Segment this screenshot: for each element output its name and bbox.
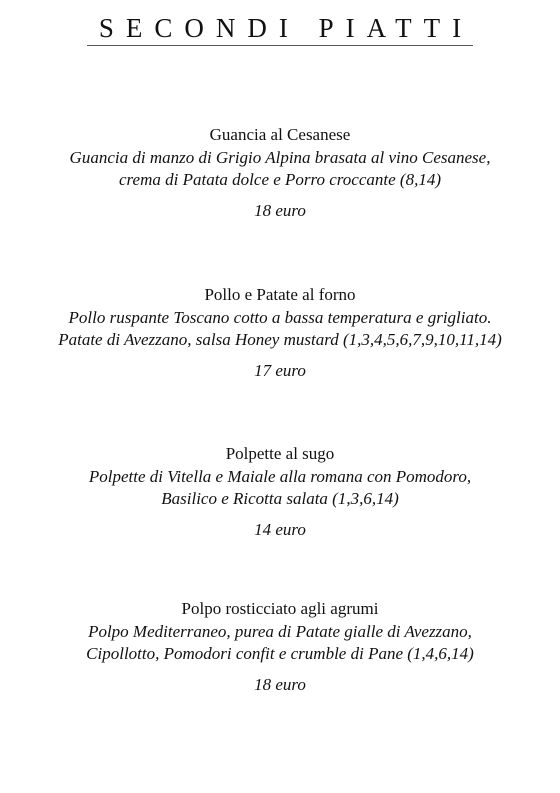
dish-description-line: Polpette di Vitella e Maiale alla romana con Pomodoro,: [88, 467, 472, 486]
dish-description: [0, 147, 560, 191]
menu-item-polpo: [0, 598, 560, 695]
page-header: [0, 14, 560, 46]
dish-price: 14 euro: [254, 520, 306, 539]
dish-description-line: Pollo ruspante Toscano cotto a bassa temperatura e grigliato.: [68, 308, 492, 327]
dish-price: 18 euro: [254, 675, 306, 694]
menu-item-polpette: [0, 443, 560, 540]
dish-description: [0, 621, 560, 665]
dish-price: 18 euro: [254, 201, 306, 220]
dish-description-line: Guancia di manzo di Grigio Alpina brasata al vino Cesanese,: [69, 148, 491, 167]
dish-price: 17 euro: [254, 361, 306, 380]
page-title: SECONDI PIATTI: [87, 14, 473, 46]
dish-description: [0, 307, 560, 351]
dish-description: [0, 466, 560, 510]
dish-description-line: Basilico e Ricotta salata (1,3,6,14): [161, 489, 399, 508]
dish-description-line: crema di Patata dolce e Porro croccante (8,14): [119, 170, 441, 189]
menu-item-pollo: [0, 284, 560, 381]
dish-description-line: Patate di Avezzano, salsa Honey mustard (1,3,4,5,6,7,9,10,11,14): [58, 330, 502, 349]
dish-description-line: Polpo Mediterraneo, purea di Patate gialle di Avezzano,: [88, 622, 472, 641]
dish-description-line: Cipollotto, Pomodori confit e crumble di Pane (1,4,6,14): [86, 644, 474, 663]
dish-name: Pollo e Patate al forno: [204, 285, 356, 304]
dish-name: Polpo rosticciato agli agrumi: [181, 599, 379, 618]
dish-name: Guancia al Cesanese: [209, 125, 351, 144]
dish-name: Polpette al sugo: [225, 444, 335, 463]
menu-item-guancia: [0, 124, 560, 221]
